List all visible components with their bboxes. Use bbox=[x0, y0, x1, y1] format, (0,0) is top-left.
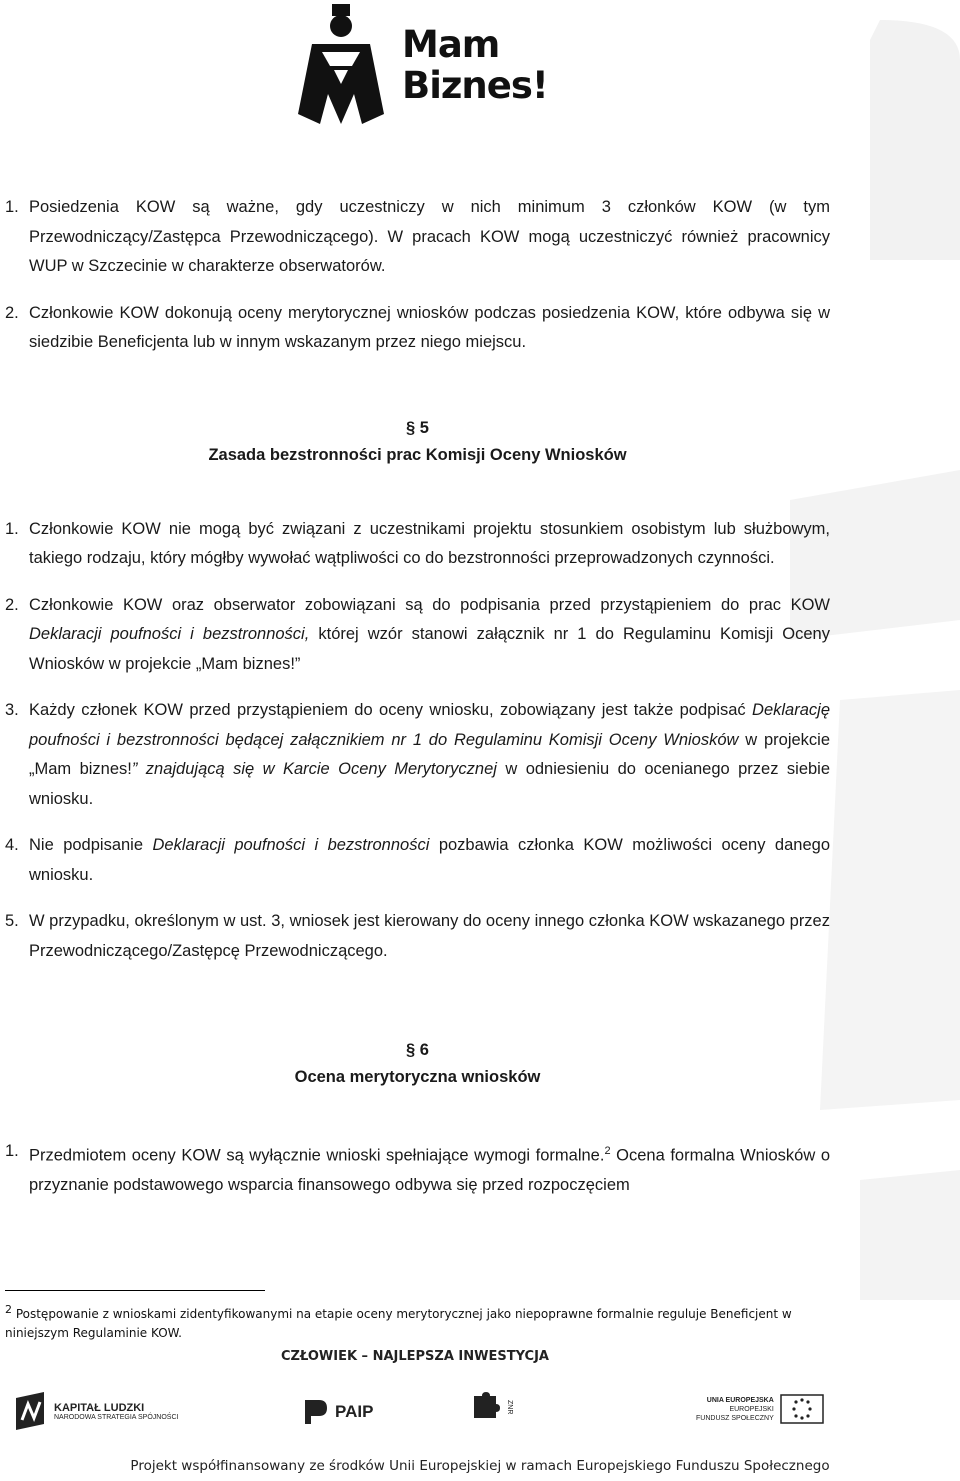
list-number: 1. bbox=[5, 519, 19, 538]
footnote bbox=[5, 1300, 805, 1343]
section5-paragraph-3 bbox=[5, 696, 830, 814]
footer-logos bbox=[0, 1388, 960, 1438]
eu-line2: EUROPEJSKI bbox=[729, 1405, 774, 1413]
list-number: 5. bbox=[5, 912, 19, 930]
cofinancing-note: Projekt współfinansowany ze środków Unii Europejskiej w ramach Europejskiego Funduszu Społecznego bbox=[130, 1458, 830, 1474]
znr-logo bbox=[470, 1392, 513, 1422]
section5-paragraph-1 bbox=[5, 515, 830, 574]
paragraph-text: Członkowie KOW oraz obserwator zobowiązani są do podpisania przed przystąpieniem do prac KOW Deklaracji poufności i bezstronności, której wzór stanowi załącznik nr 1 do Regulaminu Komisji Oceny Wniosków w projekcie „Mam biznes!” bbox=[29, 595, 830, 673]
superhero-figure-icon bbox=[292, 4, 392, 126]
paragraph-text: Przedmiotem oceny KOW są wyłącznie wnioski spełniające wymogi formalne.$^2$ Ocena formalna Wniosków o przyznanie podstawowego wsparcia finansowego odbywa się przed rozpoczęciem bbox=[29, 1145, 830, 1194]
section-5-heading bbox=[5, 416, 830, 470]
document-body bbox=[5, 193, 830, 1201]
paragraph-text: W przypadku, określonym w ust. 3, wniosek jest kierowany do oceny innego członka KOW wskazanego przez Przewodniczącego/Zastępcę Przewodniczącego. bbox=[29, 912, 830, 960]
footnote-mark: 2 bbox=[5, 1303, 12, 1316]
footnote-separator bbox=[5, 1290, 265, 1291]
kapital-ludzki-icon bbox=[14, 1390, 48, 1432]
kapital-ludzki-title: KAPITAŁ LUDZKI bbox=[54, 1401, 145, 1414]
paragraph-1 bbox=[5, 193, 830, 282]
eu-line1: UNIA EUROPEJSKA bbox=[706, 1396, 774, 1404]
znr-text: ZNR bbox=[506, 1399, 513, 1415]
section5-paragraph-4 bbox=[5, 831, 830, 890]
logo-text-line1: Mam bbox=[402, 23, 500, 66]
paragraph-text: Członkowie KOW dokonują oceny merytorycznej wniosków podczas posiedzenia KOW, które odbywa się w siedzibie Beneficjenta lub w innym wskazanym przez niego miejscu. bbox=[29, 303, 830, 351]
puzzle-icon bbox=[470, 1392, 500, 1422]
paragraph-2 bbox=[5, 299, 830, 358]
footnote-reference: 2 bbox=[604, 1145, 611, 1157]
paragraph-text: Członkowie KOW nie mogą być związani z uczestnikami projektu stosunkiem osobistym lub służbowym, takiego rodzaju, który mógłby wywołać wątpliwości co do bezstronności przeprowadzonych czynności. bbox=[29, 519, 830, 567]
section-6-heading bbox=[5, 1038, 830, 1092]
paip-text: PAIP bbox=[335, 1402, 374, 1421]
paip-icon bbox=[303, 1398, 329, 1426]
list-number: 3. bbox=[5, 701, 19, 719]
kapital-ludzki-logo bbox=[14, 1390, 178, 1432]
paragraph-text: Nie podpisanie Deklaracji poufności i bezstronności pozbawia członka KOW możliwości oceny danego wniosku. bbox=[29, 836, 830, 884]
list-number: 1. bbox=[5, 198, 19, 216]
section-title: Zasada bezstronności prac Komisji Oceny Wniosków bbox=[208, 445, 627, 464]
paragraph-text: Posiedzenia KOW są ważne, gdy uczestniczy w nich minimum 3 członków KOW (w tym Przewodniczący/Zastępca Przewodniczącego). W pracach KOW mogą uczestniczyć również pracownicy WUP w Szczecinie w charakterze obserwatorów. bbox=[29, 198, 830, 275]
section-title: Ocena merytoryczna wniosków bbox=[294, 1068, 541, 1086]
section-number: § 6 bbox=[406, 1041, 429, 1059]
kapital-ludzki-subtitle: NARODOWA STRATEGIA SPÓJNOŚCI bbox=[54, 1413, 179, 1421]
mam-biznes-logo bbox=[292, 4, 552, 126]
paip-logo bbox=[303, 1398, 373, 1426]
paragraph-text: Każdy członek KOW przed przystąpieniem do oceny wniosku, zobowiązany jest także podpisać Deklarację poufności i bezstronności będącej załącznikiem nr 1 do Regulaminu Komisji Oceny Wniosków w projekcie „Mam biznes!” znajdującą się w Karcie Oceny Merytorycznej w odniesieniu do ocenianego przez siebie wniosku. bbox=[29, 701, 831, 808]
eu-efs-logo bbox=[696, 1394, 824, 1424]
list-number: 2. bbox=[5, 303, 19, 322]
list-number: 1. bbox=[5, 1142, 19, 1160]
section-number: § 5 bbox=[406, 418, 429, 437]
list-number: 2. bbox=[5, 595, 19, 614]
section6-paragraph-1 bbox=[5, 1137, 830, 1201]
footnote-text: Postępowanie z wnioskami zidentyfikowanymi na etapie oceny merytorycznej jako niepoprawne formalnie reguluje Beneficjent w niniejszym Regulaminie KOW. bbox=[5, 1307, 792, 1340]
footer-slogan: CZŁOWIEK – NAJLEPSZA INWESTYCJA bbox=[281, 1349, 549, 1364]
list-number: 4. bbox=[5, 836, 19, 854]
logo-text-line2: Biznes! bbox=[402, 64, 548, 107]
section5-paragraph-2 bbox=[5, 591, 830, 680]
eu-flag-icon bbox=[780, 1394, 824, 1424]
section5-paragraph-5 bbox=[5, 907, 830, 966]
eu-line3: FUNDUSZ SPOŁECZNY bbox=[696, 1414, 774, 1422]
